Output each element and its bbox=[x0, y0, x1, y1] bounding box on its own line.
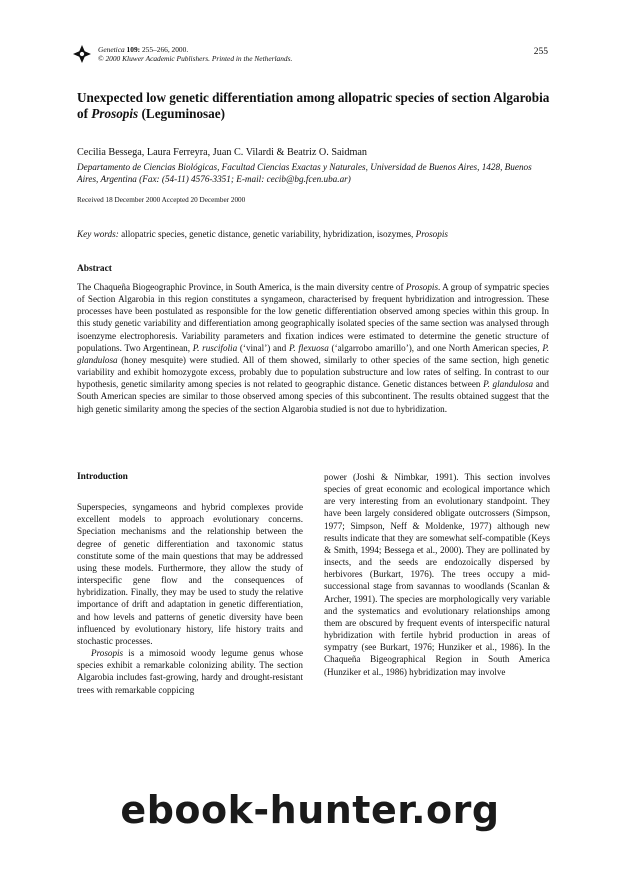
left-column bbox=[77, 471, 303, 696]
abstract-span: . A group of sympatric species of Section Algarobia in this region constitutes a syngameon, characterised by frequent hybridization and introgression. These processes have been postulated as responsible for the low genetic differentiation observed among species within this group. In this study genetic variability and differentiation among geographically isolated species of the same section was analysed through isoenzyme electrophoresis. Variability parameters and fixation indices were estimated to determine the genetic structure of populations. Two Argentinean, bbox=[77, 282, 550, 353]
title-text: Unexpected low genetic differentiation among allopatric species of section Algarobia of bbox=[77, 90, 550, 121]
intro-paragraph-2 bbox=[77, 647, 303, 696]
page-number: 255 bbox=[533, 47, 548, 57]
affiliation: Departamento de Ciencias Biológicas, Facultad Ciencias Exactas y Naturales, Universidad de Buenos Aires, 1428, Buenos Aires, Argentina (Fax: (54-11) 4576-3351; E-mail: cecib@bg.fcen.uba.ar) bbox=[77, 162, 532, 185]
paper-title bbox=[77, 90, 557, 122]
abstract-italic: P. glandulosa bbox=[483, 379, 534, 390]
keywords-genus: Prosopis bbox=[415, 229, 448, 239]
received-dates: Received 18 December 2000 Accepted 20 December 2000 bbox=[77, 196, 246, 204]
intro-paragraph-1: Superspecies, syngameons and hybrid complexes provide excellent models to approach evolutionary concerns. Speciation mechanisms and the relationship between the degree of genetic differentiation and taxonomic status constitute some of the main questions that may be addressed using these models. Furthermore, they allow the study of interspecific gene flow and the consequences of hybridization. Finally, they may be used to study the relative importance of drift and adaptation in genetic differentiation, and how levels and patterns of genetic diversity have been influenced by evolutionary history, life history traits and stochastic processes. bbox=[77, 502, 303, 646]
abstract-span: (‘vinal’) and bbox=[237, 342, 289, 353]
abstract-italic: Prosopis bbox=[405, 282, 439, 292]
copyright-line: © 2000 Kluwer Academic Publishers. Printed in the Netherlands. bbox=[98, 54, 293, 64]
abstract-italic: P. ruscifolia bbox=[192, 342, 238, 353]
watermark-link[interactable]: ebook-hunter.org bbox=[120, 788, 500, 832]
abstract-heading: Abstract bbox=[77, 264, 112, 274]
journal-pages: 255–266, 2000. bbox=[141, 45, 189, 54]
keywords bbox=[77, 228, 547, 240]
abstract-span: The Chaqueña Biogeographic Province, in South America, is the main diversity centre of bbox=[77, 282, 406, 292]
right-column bbox=[324, 471, 550, 678]
abstract-span: (honey mesquite) were studied. All of them showed, similarly to other species of the same section, high genetic variability and exhibit homozygote excess, probably due to population substructure and low rates of selfing. In contrast to our hypothesis, genetic similarity among species is not related to geographic distance. Genetic distances between bbox=[77, 354, 549, 390]
title-genus: Prosopis bbox=[91, 106, 139, 121]
abstract-italic: P. flexuosa bbox=[288, 342, 329, 353]
authors: Cecilia Bessega, Laura Ferreyra, Juan C. Vilardi & Beatriz O. Saidman bbox=[77, 147, 368, 158]
intro-paragraph-2-text: is a mimosoid woody legume genus whose species exhibit a remarkable colonizing ability. The section Algarobia includes fast-growing, hardy and drought-resistant trees with remarkable coppicing bbox=[77, 648, 303, 695]
journal-name: Genetica bbox=[98, 45, 125, 54]
journal-volume: 109: bbox=[126, 45, 141, 54]
journal-info bbox=[98, 45, 292, 64]
publisher-logo-icon bbox=[73, 45, 91, 63]
intro-paragraph-3: power (Joshi & Nimbkar, 1991). This section involves species of great economic and ecological importance which are very interesting from an evolutionary standpoint. They have been largely considered obligate outcrossers (Simpson, 1977; Simpson, Neff & Moldenke, 1977) although new results indicate that they are somewhat self-compatible (Keys & Smith, 1994; Bessega et al., 2000). They are pollinated by insects, and the seeds are endozoically dispersed by herbivores (Burkart, 1976). The trees occupy a mid-successional stage from savannas to woodlands (Scanlan & Archer, 1991). The species are morphologically very variable and the systematics and evolutionary relationships among them are obscured by frequent events of interspecific natural hybridization with fertile hybrid production in areas of sympatry (see Burkart, 1976; Hunziker et al., 1986). In the Chaqueña Bigeographical Region in South America (Hunziker et al., 1986) hybridization may involve bbox=[324, 472, 550, 677]
keywords-list: allopatric species, genetic distance, genetic variability, hybridization, isozymes, bbox=[118, 229, 416, 239]
journal-citation bbox=[98, 45, 292, 54]
abstract-span: (‘algarrobo amarillo’), and one North American species, bbox=[328, 342, 543, 353]
abstract-italic: P. glandulosa bbox=[77, 342, 549, 365]
abstract-span: and South American species are similar to those observed among species of this subcontinent. The results obtained suggest that the high genetic similarity among the species of the section Algarobia studied is not due to hybridization. bbox=[77, 379, 549, 414]
introduction-heading: Introduction bbox=[77, 472, 128, 482]
keywords-label: Key words: bbox=[77, 229, 119, 239]
abstract-text bbox=[77, 281, 549, 415]
title-family: (Leguminosae) bbox=[138, 106, 226, 121]
intro-genus: Prosopis bbox=[91, 648, 124, 659]
